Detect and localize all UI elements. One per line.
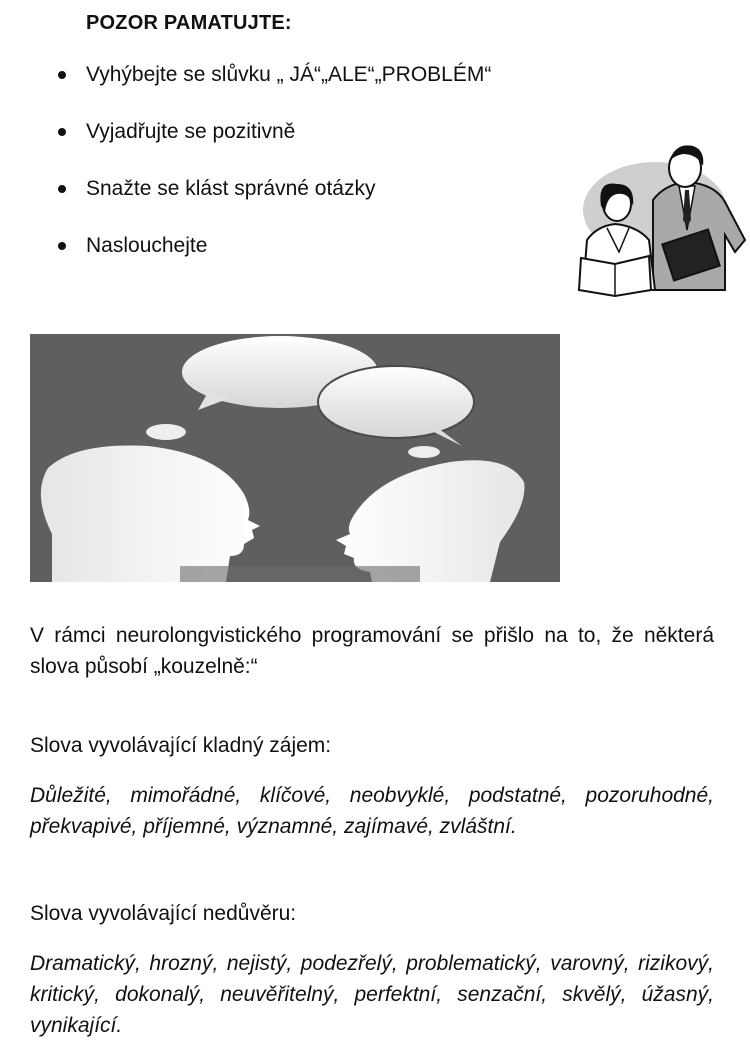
list-item [56,119,491,176]
bullet-icon [58,185,66,193]
positive-words-list: Důležité, mimořádné, klíčové, neobvyklé, podstatné, pozoruhodné, překvapivé, příjemné, významné, zajímavé, zvláštní. [30,784,714,838]
list-item [56,176,491,233]
tips-list [56,62,491,290]
list-item-text: Snažte se klást správné otázky [86,177,376,200]
intro-paragraph: V rámci neurolongvistického programování se přišlo na to, že některá slova působí „kouzelně:“ [30,624,714,678]
bullet-icon [58,242,66,250]
bullet-icon [58,128,66,136]
list-item-text: Vyjadřujte se pozitivně [86,120,296,143]
list-item [56,233,491,290]
positive-words-label: Slova vyvolávající kladný zájem: [30,734,332,757]
conversation-heads-image [30,334,560,582]
business-people-illustration [575,140,750,300]
list-item-text: Naslouchejte [86,234,208,257]
negative-words-label: Slova vyvolávající nedůvěru: [30,902,297,925]
page-heading: POZOR PAMATUJTE: [86,12,292,34]
bullet-icon [58,71,66,79]
list-item-text: Vyhýbejte se slůvku „ JÁ“„ALE“„PROBLÉM“ [86,63,492,86]
list-item [56,62,491,119]
negative-words-list: Dramatický, hrozný, nejistý, podezřelý, problematický, varovný, rizikový, kritický, dokonalý, neuvěřitelný, perfektní, senzační, skvělý, úžasný, vynikající. [30,952,714,1037]
